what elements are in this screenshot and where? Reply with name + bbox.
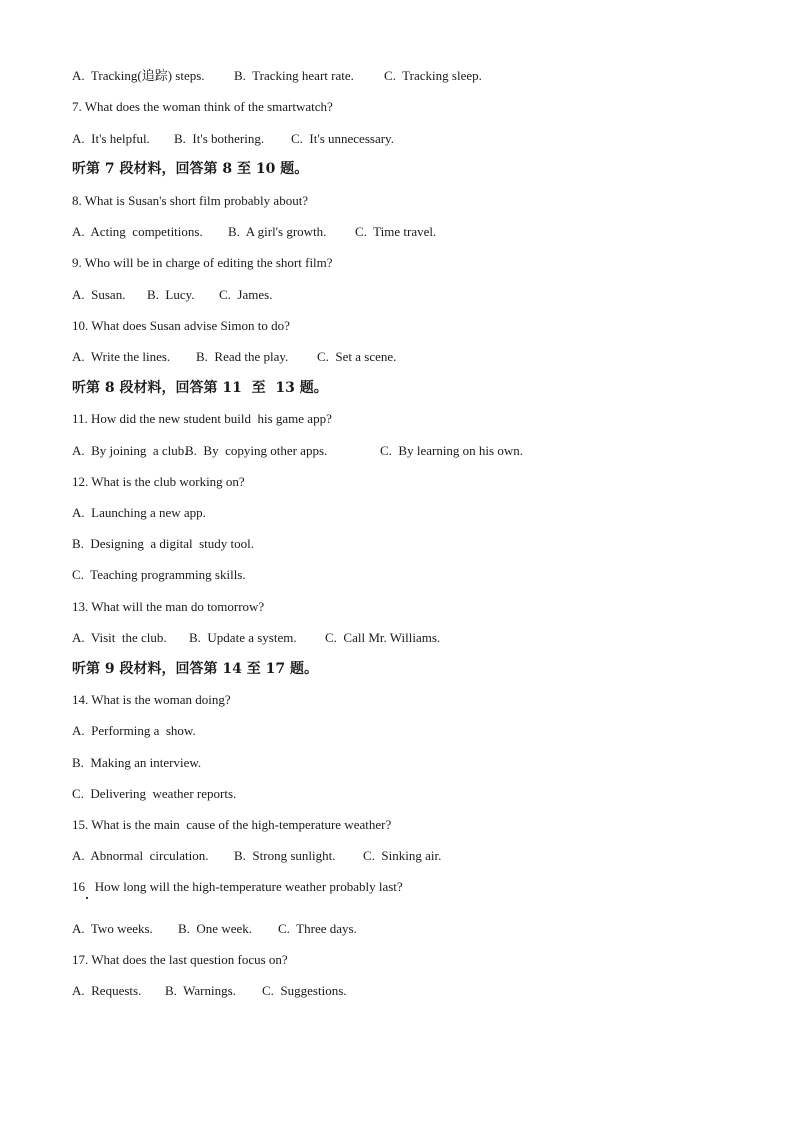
- q14-text: 14. What is the woman doing?: [72, 692, 231, 707]
- q6-options-c: C. Tracking sleep.: [384, 68, 482, 83]
- q6-options-a: A. Tracking(追踪) steps.: [72, 68, 205, 83]
- q8-options-b: B. A girl's growth.: [228, 224, 327, 239]
- q13-text: 13. What will the man do tomorrow?: [72, 599, 265, 614]
- q7-options-a: A. It's helpful.: [72, 131, 150, 146]
- q11-options-a: A. By joining a club.: [72, 443, 188, 458]
- q14-a-text: A. Performing a show.: [72, 723, 196, 738]
- q10-options-c: C. Set a scene.: [317, 349, 397, 364]
- q9-text: 9. Who will be in charge of editing the short film?: [72, 255, 333, 270]
- q14-c-text: C. Delivering weather reports.: [72, 786, 237, 801]
- q16-text: 16 How long will the high-temperature weather probably last?: [72, 879, 403, 894]
- q9-options-a: A. Susan.: [72, 287, 126, 302]
- q17-options-b: B. Warnings.: [165, 983, 236, 998]
- q11-options-c: C. By learning on his own.: [380, 443, 523, 458]
- q8-text: 8. What is Susan's short film probably about?: [72, 193, 309, 208]
- section-9-heading: 听第 9 段材料，回答第 14 至 17 题。: [72, 661, 318, 677]
- q7-text: 7. What does the woman think of the smartwatch?: [72, 99, 333, 114]
- q9-options-b: B. Lucy.: [147, 287, 195, 302]
- q16-options-a: A. Two weeks.: [72, 921, 153, 936]
- q12-a-text: A. Launching a new app.: [72, 505, 206, 520]
- q13-options-b: B. Update a system.: [189, 630, 297, 645]
- q7-options-b: B. It's bothering.: [174, 131, 265, 146]
- q12-b-text: B. Designing a digital study tool.: [72, 536, 254, 551]
- q16-options-b: B. One week.: [178, 921, 253, 936]
- q10-text: 10. What does Susan advise Simon to do?: [72, 318, 290, 333]
- q12-c-text: C. Teaching programming skills.: [72, 567, 246, 582]
- q11-text: 11. How did the new student build his game app?: [72, 411, 332, 426]
- q8-options-c: C. Time travel.: [355, 224, 437, 239]
- section-7-heading: 听第 7 段材料，回答第 8 至 10 题。: [72, 161, 309, 177]
- q15-text: 15. What is the main cause of the high-temperature weather?: [72, 817, 392, 832]
- q17-options-a: A. Requests.: [72, 983, 142, 998]
- q16-options-c: C. Three days.: [278, 921, 357, 936]
- stray-dot: [86, 897, 88, 899]
- q12-text: 12. What is the club working on?: [72, 474, 245, 489]
- q17-options-c: C. Suggestions.: [262, 983, 347, 998]
- q8-options-a: A. Acting competitions.: [72, 224, 203, 239]
- q9-options-c: C. James.: [219, 287, 273, 302]
- q13-options-c: C. Call Mr. Williams.: [325, 630, 441, 645]
- q10-options-a: A. Write the lines.: [72, 349, 171, 364]
- q7-options-c: C. It's unnecessary.: [291, 131, 394, 146]
- q15-options-b: B. Strong sunlight.: [234, 848, 336, 863]
- q11-options-b: B. By copying other apps.: [185, 443, 328, 458]
- q15-options-c: C. Sinking air.: [363, 848, 442, 863]
- q13-options-a: A. Visit the club.: [72, 630, 167, 645]
- q10-options-b: B. Read the play.: [196, 349, 289, 364]
- q17-text: 17. What does the last question focus on?: [72, 952, 288, 967]
- q6-options-b: B. Tracking heart rate.: [234, 68, 354, 83]
- q15-options-a: A. Abnormal circulation.: [72, 848, 209, 863]
- section-8-heading: 听第 8 段材料，回答第 11 至 13 题。: [72, 380, 328, 396]
- q14-b-text: B. Making an interview.: [72, 755, 202, 770]
